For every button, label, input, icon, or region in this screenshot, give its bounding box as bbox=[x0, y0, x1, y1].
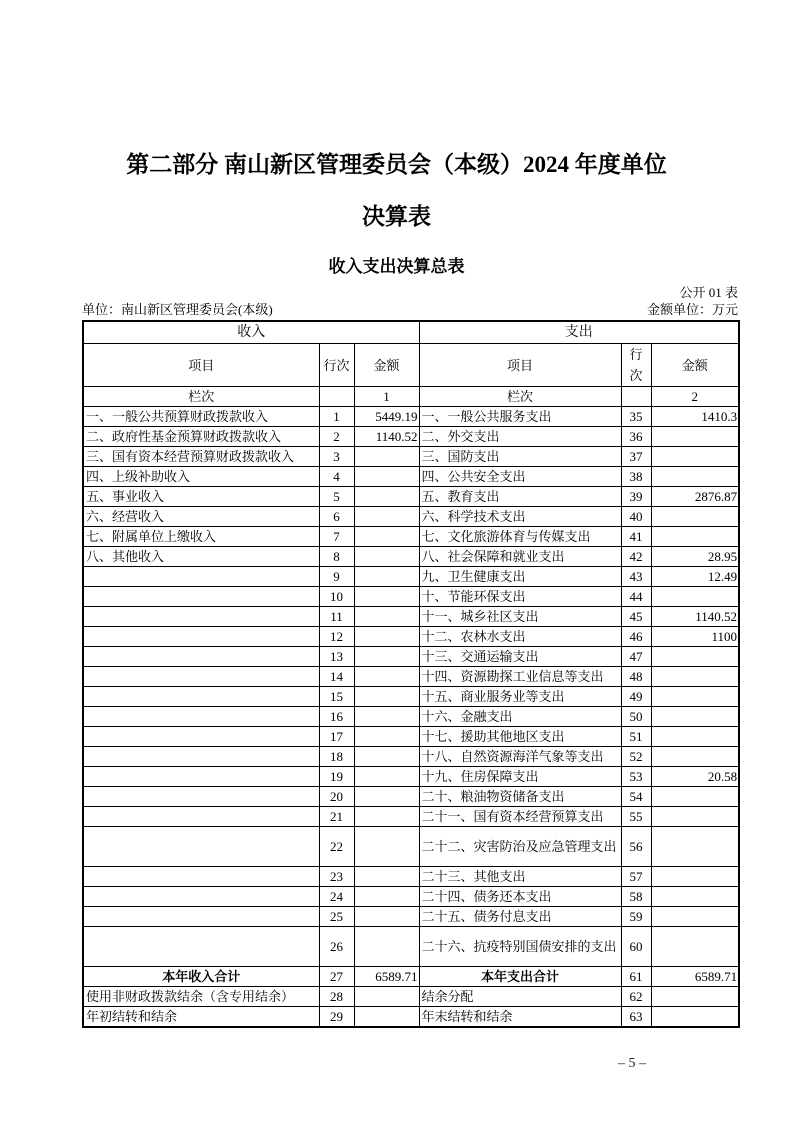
income-line-cell: 13 bbox=[319, 647, 354, 667]
income-item-cell: 五、事业收入 bbox=[83, 487, 319, 507]
income-line-cell: 29 bbox=[319, 1007, 354, 1028]
income-amount-cell bbox=[354, 1007, 419, 1028]
income-line-cell: 1 bbox=[319, 407, 354, 427]
income-amount-cell bbox=[354, 907, 419, 927]
income-item-cell bbox=[83, 727, 319, 747]
income-item-cell bbox=[83, 787, 319, 807]
income-amount-cell bbox=[354, 507, 419, 527]
expense-line-cell: 61 bbox=[621, 967, 651, 987]
income-amount-cell bbox=[354, 687, 419, 707]
table-row bbox=[83, 407, 739, 427]
income-item-cell bbox=[83, 767, 319, 787]
expense-amount-cell bbox=[651, 447, 739, 467]
table-row bbox=[83, 607, 739, 627]
income-item-cell bbox=[83, 627, 319, 647]
income-item-cell: 三、国有资本经营预算财政拨款收入 bbox=[83, 447, 319, 467]
income-line-cell: 14 bbox=[319, 667, 354, 687]
public-table-code: 公开 01 表 bbox=[679, 285, 738, 300]
expense-item-header: 项目 bbox=[419, 344, 621, 387]
expense-amount-cell bbox=[651, 507, 739, 527]
expense-item-cell: 二十、粮油物资储备支出 bbox=[419, 787, 621, 807]
income-amount-cell bbox=[354, 727, 419, 747]
document-title-line1: 第二部分 南山新区管理委员会（本级）2024 年度单位 bbox=[126, 152, 667, 177]
unit-label: 单位：南山新区管理委员会(本级) bbox=[82, 302, 273, 317]
expense-amount-cell: 6589.71 bbox=[651, 967, 739, 987]
expense-line-cell: 57 bbox=[621, 867, 651, 887]
income-amount-cell bbox=[354, 467, 419, 487]
income-amount-cell: 1140.52 bbox=[354, 427, 419, 447]
expense-line-cell: 55 bbox=[621, 807, 651, 827]
income-item-cell bbox=[83, 607, 319, 627]
expense-amount-cell bbox=[651, 667, 739, 687]
income-amount-cell bbox=[354, 647, 419, 667]
expense-item-cell: 三、国防支出 bbox=[419, 447, 621, 467]
expense-item-cell: 二、外交支出 bbox=[419, 427, 621, 447]
income-item-cell: 年初结转和结余 bbox=[83, 1007, 319, 1028]
expense-amount-cell bbox=[651, 427, 739, 447]
income-line-cell: 2 bbox=[319, 427, 354, 447]
income-amount-cell bbox=[354, 447, 419, 467]
expense-item-cell: 十一、城乡社区支出 bbox=[419, 607, 621, 627]
expense-line-cell: 46 bbox=[621, 627, 651, 647]
expense-amount-cell bbox=[651, 807, 739, 827]
expense-item-cell: 九、卫生健康支出 bbox=[419, 567, 621, 587]
income-item-cell: 本年收入合计 bbox=[83, 967, 319, 987]
expense-line-cell: 44 bbox=[621, 587, 651, 607]
income-line-cell: 6 bbox=[319, 507, 354, 527]
expense-line-cell: 36 bbox=[621, 427, 651, 447]
income-line-cell: 19 bbox=[319, 767, 354, 787]
income-amount-cell bbox=[354, 887, 419, 907]
income-line-cell: 25 bbox=[319, 907, 354, 927]
expense-item-cell: 八、社会保障和就业支出 bbox=[419, 547, 621, 567]
expense-amount-cell bbox=[651, 707, 739, 727]
income-item-cell: 使用非财政拨款结余（含专用结余） bbox=[83, 987, 319, 1007]
expense-line-cell: 43 bbox=[621, 567, 651, 587]
income-line-cell: 8 bbox=[319, 547, 354, 567]
expense-line-cell: 52 bbox=[621, 747, 651, 767]
expense-line-cell: 62 bbox=[621, 987, 651, 1007]
expense-amount-cell bbox=[651, 827, 739, 867]
expense-item-cell: 十三、交通运输支出 bbox=[419, 647, 621, 667]
income-amount-cell bbox=[354, 767, 419, 787]
income-lanci-line-blank bbox=[319, 387, 354, 407]
table-body bbox=[83, 407, 739, 1028]
income-amount-cell bbox=[354, 547, 419, 567]
expense-item-cell: 十七、援助其他地区支出 bbox=[419, 727, 621, 747]
column-index-row bbox=[83, 387, 739, 407]
income-line-cell: 3 bbox=[319, 447, 354, 467]
expense-line-cell: 38 bbox=[621, 467, 651, 487]
expense-item-cell: 二十五、债务付息支出 bbox=[419, 907, 621, 927]
expense-line-cell: 47 bbox=[621, 647, 651, 667]
expense-line-cell: 48 bbox=[621, 667, 651, 687]
expense-line-cell: 37 bbox=[621, 447, 651, 467]
income-item-cell bbox=[83, 567, 319, 587]
income-item-cell bbox=[83, 707, 319, 727]
table-row bbox=[83, 767, 739, 787]
income-line-cell: 18 bbox=[319, 747, 354, 767]
expense-item-cell: 十五、商业服务业等支出 bbox=[419, 687, 621, 707]
income-item-header: 项目 bbox=[83, 344, 319, 387]
expense-amount-cell bbox=[651, 587, 739, 607]
income-item-cell bbox=[83, 687, 319, 707]
expense-amount-cell bbox=[651, 467, 739, 487]
income-amount-cell: 5449.19 bbox=[354, 407, 419, 427]
document-title-line2: 决算表 bbox=[362, 204, 431, 229]
income-amount-cell bbox=[354, 527, 419, 547]
table-row bbox=[83, 427, 739, 447]
column-header-row bbox=[83, 344, 739, 387]
expense-line-cell: 54 bbox=[621, 787, 651, 807]
table-row bbox=[83, 527, 739, 547]
expense-amount-cell: 1100 bbox=[651, 627, 739, 647]
income-line-cell: 10 bbox=[319, 587, 354, 607]
expense-item-cell: 二十一、国有资本经营预算支出 bbox=[419, 807, 621, 827]
income-line-cell: 24 bbox=[319, 887, 354, 907]
table-row bbox=[83, 487, 739, 507]
expense-section-header: 支出 bbox=[419, 321, 739, 344]
expense-item-cell: 十六、金融支出 bbox=[419, 707, 621, 727]
expense-amount-cell bbox=[651, 647, 739, 667]
expense-lanci-line-blank bbox=[621, 387, 651, 407]
expense-item-cell: 十九、住房保障支出 bbox=[419, 767, 621, 787]
expense-amount-cell bbox=[651, 927, 739, 967]
income-item-cell: 六、经营收入 bbox=[83, 507, 319, 527]
expense-amount-cell bbox=[651, 1007, 739, 1028]
income-line-cell: 20 bbox=[319, 787, 354, 807]
table-row bbox=[83, 627, 739, 647]
expense-amount-cell: 2876.87 bbox=[651, 487, 739, 507]
expense-line-cell: 42 bbox=[621, 547, 651, 567]
income-item-cell bbox=[83, 587, 319, 607]
income-item-cell bbox=[83, 927, 319, 967]
expense-item-cell: 二十二、灾害防治及应急管理支出 bbox=[419, 827, 621, 867]
income-line-cell: 4 bbox=[319, 467, 354, 487]
income-line-cell: 28 bbox=[319, 987, 354, 1007]
income-item-cell: 一、一般公共预算财政拨款收入 bbox=[83, 407, 319, 427]
income-amount-cell bbox=[354, 787, 419, 807]
income-amount-cell bbox=[354, 667, 419, 687]
income-line-cell: 15 bbox=[319, 687, 354, 707]
expense-amount-cell bbox=[651, 887, 739, 907]
expense-line-cell: 40 bbox=[621, 507, 651, 527]
income-line-cell: 12 bbox=[319, 627, 354, 647]
income-item-cell bbox=[83, 867, 319, 887]
expense-line-cell: 49 bbox=[621, 687, 651, 707]
income-item-cell bbox=[83, 907, 319, 927]
expense-amount-cell bbox=[651, 747, 739, 767]
expense-amount-cell bbox=[651, 527, 739, 547]
table-meta-row bbox=[82, 301, 738, 318]
table-row bbox=[83, 467, 739, 487]
expense-line-header: 行次 bbox=[621, 344, 651, 387]
table-row bbox=[83, 547, 739, 567]
table-row bbox=[83, 447, 739, 467]
income-item-cell: 七、附属单位上缴收入 bbox=[83, 527, 319, 547]
final-accounts-table bbox=[82, 320, 740, 1028]
income-line-cell: 9 bbox=[319, 567, 354, 587]
table-row bbox=[83, 927, 739, 967]
expense-item-cell: 本年支出合计 bbox=[419, 967, 621, 987]
expense-line-cell: 60 bbox=[621, 927, 651, 967]
income-line-cell: 11 bbox=[319, 607, 354, 627]
table-row bbox=[83, 907, 739, 927]
income-amount-cell bbox=[354, 867, 419, 887]
expense-item-cell: 年末结转和结余 bbox=[419, 1007, 621, 1028]
income-amount-cell bbox=[354, 587, 419, 607]
table-row bbox=[83, 687, 739, 707]
income-column-number: 1 bbox=[354, 387, 419, 407]
expense-item-cell: 十二、农林水支出 bbox=[419, 627, 621, 647]
table-row bbox=[83, 887, 739, 907]
income-item-cell bbox=[83, 647, 319, 667]
expense-item-cell: 五、教育支出 bbox=[419, 487, 621, 507]
income-line-cell: 16 bbox=[319, 707, 354, 727]
income-line-cell: 26 bbox=[319, 927, 354, 967]
income-item-cell bbox=[83, 887, 319, 907]
expense-line-cell: 56 bbox=[621, 827, 651, 867]
table-row bbox=[83, 667, 739, 687]
income-item-cell bbox=[83, 807, 319, 827]
table-row bbox=[83, 867, 739, 887]
income-item-cell bbox=[83, 827, 319, 867]
expense-amount-cell: 1140.52 bbox=[651, 607, 739, 627]
expense-line-cell: 53 bbox=[621, 767, 651, 787]
income-amount-cell bbox=[354, 487, 419, 507]
income-section-header: 收入 bbox=[83, 321, 419, 344]
expense-column-number: 2 bbox=[651, 387, 739, 407]
expense-line-cell: 41 bbox=[621, 527, 651, 547]
income-item-cell: 八、其他收入 bbox=[83, 547, 319, 567]
group-header-row bbox=[83, 321, 739, 344]
expense-line-cell: 50 bbox=[621, 707, 651, 727]
expense-line-cell: 59 bbox=[621, 907, 651, 927]
expense-amount-cell: 20.58 bbox=[651, 767, 739, 787]
income-amount-cell bbox=[354, 927, 419, 967]
expense-amount-cell: 12.49 bbox=[651, 567, 739, 587]
expense-item-cell: 四、公共安全支出 bbox=[419, 467, 621, 487]
expense-item-cell: 二十四、债务还本支出 bbox=[419, 887, 621, 907]
expense-item-cell: 二十三、其他支出 bbox=[419, 867, 621, 887]
income-line-header: 行次 bbox=[319, 344, 354, 387]
expense-line-cell: 39 bbox=[621, 487, 651, 507]
expense-item-cell: 十八、自然资源海洋气象等支出 bbox=[419, 747, 621, 767]
table-row bbox=[83, 787, 739, 807]
expense-amount-cell bbox=[651, 987, 739, 1007]
income-line-cell: 22 bbox=[319, 827, 354, 867]
income-line-cell: 17 bbox=[319, 727, 354, 747]
expense-line-cell: 58 bbox=[621, 887, 651, 907]
income-line-cell: 23 bbox=[319, 867, 354, 887]
table-row bbox=[83, 827, 739, 867]
income-item-cell: 二、政府性基金预算财政拨款收入 bbox=[83, 427, 319, 447]
table-row bbox=[83, 987, 739, 1007]
amount-unit-label: 金额单位：万元 bbox=[646, 302, 738, 317]
expense-line-cell: 35 bbox=[621, 407, 651, 427]
expense-item-cell: 二十六、抗疫特别国债安排的支出 bbox=[419, 927, 621, 967]
table-row bbox=[83, 587, 739, 607]
income-amount-cell bbox=[354, 747, 419, 767]
expense-amount-cell bbox=[651, 787, 739, 807]
income-amount-cell bbox=[354, 627, 419, 647]
expense-line-cell: 63 bbox=[621, 1007, 651, 1028]
income-item-cell bbox=[83, 747, 319, 767]
income-amount-cell bbox=[354, 987, 419, 1007]
income-amount-header: 金额 bbox=[354, 344, 419, 387]
income-line-cell: 21 bbox=[319, 807, 354, 827]
income-amount-cell bbox=[354, 607, 419, 627]
expense-amount-cell: 28.95 bbox=[651, 547, 739, 567]
table-row bbox=[83, 747, 739, 767]
expense-line-cell: 45 bbox=[621, 607, 651, 627]
table-row bbox=[83, 1007, 739, 1028]
document-title bbox=[0, 0, 793, 232]
expense-amount-cell bbox=[651, 907, 739, 927]
expense-amount-cell: 1410.3 bbox=[651, 407, 739, 427]
page-number: – 5 – bbox=[618, 1056, 646, 1071]
table-title: 收入支出决算总表 bbox=[328, 257, 465, 276]
income-amount-cell bbox=[354, 827, 419, 867]
table-row bbox=[83, 507, 739, 527]
total-row bbox=[83, 967, 739, 987]
table-row bbox=[83, 807, 739, 827]
table-row bbox=[83, 727, 739, 747]
expense-item-cell: 一、一般公共服务支出 bbox=[419, 407, 621, 427]
income-amount-cell bbox=[354, 567, 419, 587]
income-amount-cell bbox=[354, 707, 419, 727]
income-line-cell: 5 bbox=[319, 487, 354, 507]
expense-amount-cell bbox=[651, 727, 739, 747]
expense-item-cell: 十、节能环保支出 bbox=[419, 587, 621, 607]
expense-amount-cell bbox=[651, 687, 739, 707]
expense-item-cell: 七、文化旅游体育与传媒支出 bbox=[419, 527, 621, 547]
income-item-cell bbox=[83, 667, 319, 687]
table-row bbox=[83, 647, 739, 667]
income-amount-cell bbox=[354, 807, 419, 827]
income-lanci-label: 栏次 bbox=[83, 387, 319, 407]
expense-item-cell: 六、科学技术支出 bbox=[419, 507, 621, 527]
income-item-cell: 四、上级补助收入 bbox=[83, 467, 319, 487]
expense-amount-header: 金额 bbox=[651, 344, 739, 387]
expense-item-cell: 十四、资源勘探工业信息等支出 bbox=[419, 667, 621, 687]
table-row bbox=[83, 707, 739, 727]
income-amount-cell: 6589.71 bbox=[354, 967, 419, 987]
expense-lanci-label: 栏次 bbox=[419, 387, 621, 407]
expense-item-cell: 结余分配 bbox=[419, 987, 621, 1007]
income-line-cell: 7 bbox=[319, 527, 354, 547]
expense-amount-cell bbox=[651, 867, 739, 887]
expense-line-cell: 51 bbox=[621, 727, 651, 747]
income-line-cell: 27 bbox=[319, 967, 354, 987]
table-row bbox=[83, 567, 739, 587]
